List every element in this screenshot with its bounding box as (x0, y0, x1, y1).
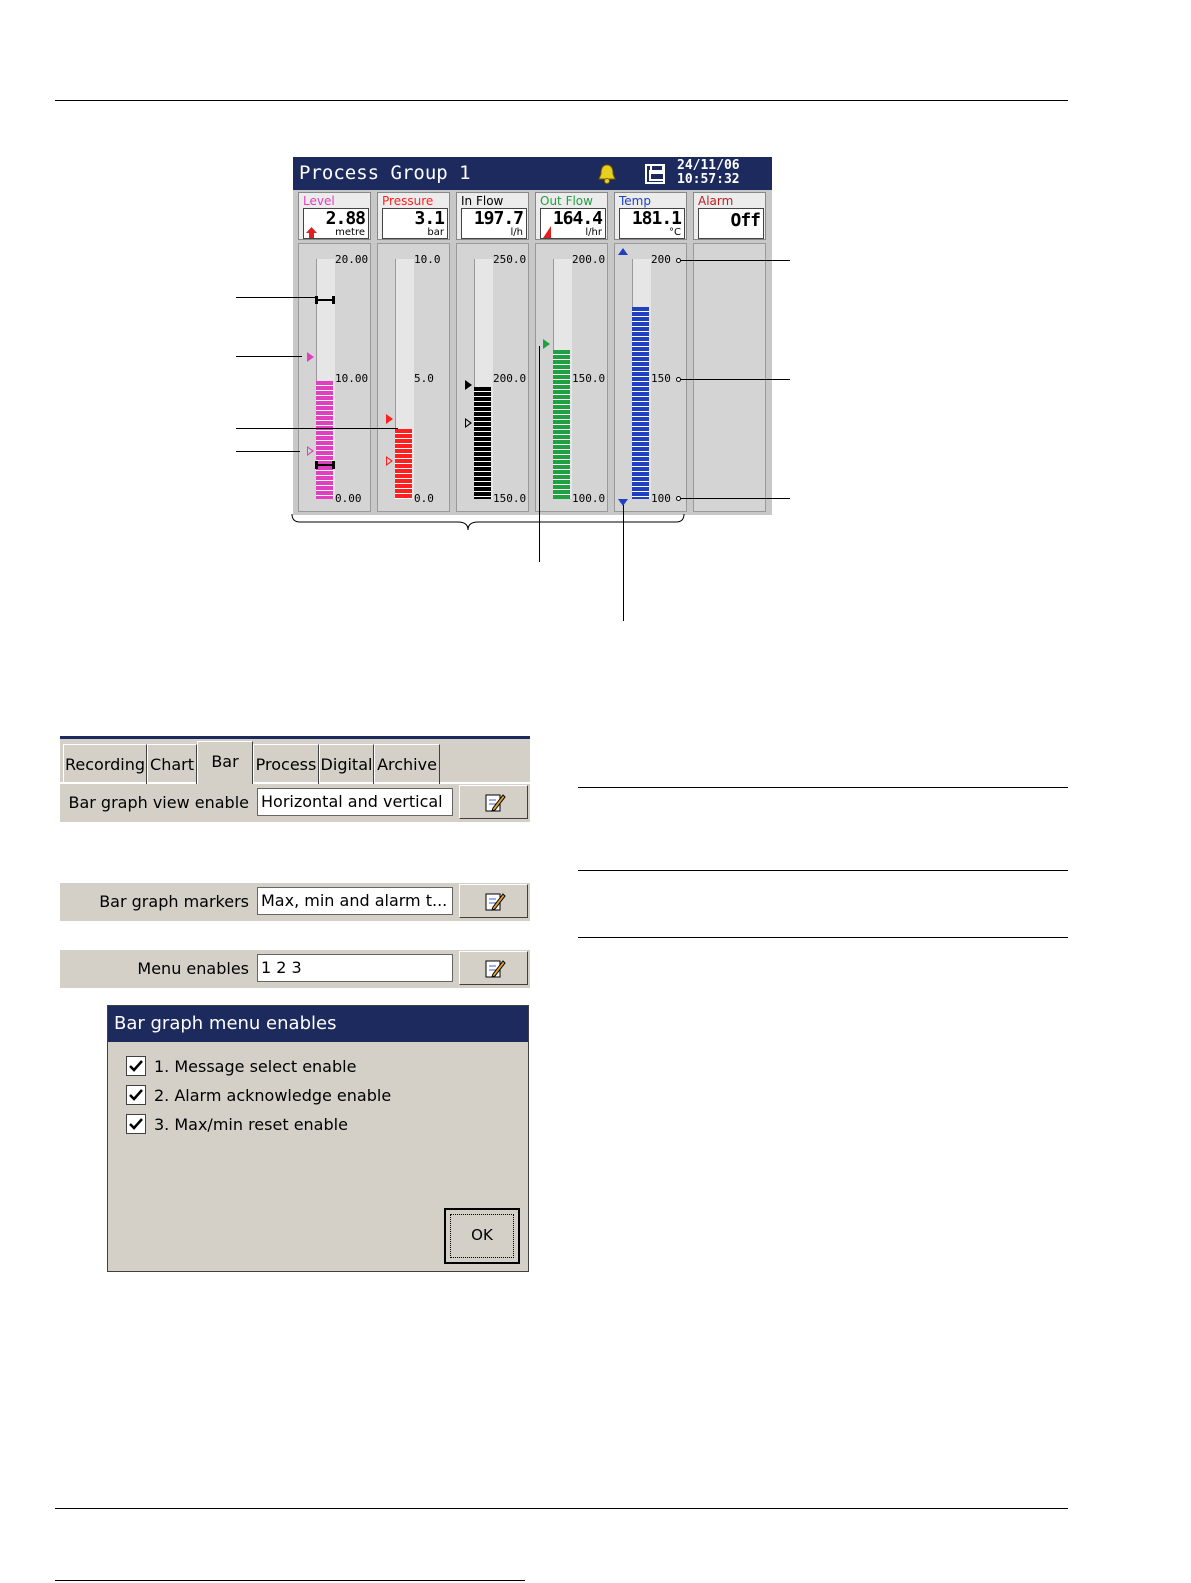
bar-fill (395, 429, 412, 499)
text-rule-2 (578, 870, 1068, 871)
message-select-checkbox[interactable] (126, 1056, 146, 1076)
scale-mid: 150.0 (572, 372, 606, 385)
channel-name: Out Flow (540, 194, 593, 208)
leader-line (681, 498, 790, 499)
alarm-high-marker (386, 414, 393, 424)
text-rule-3 (578, 937, 1068, 938)
bar-graph (535, 243, 608, 512)
tab-chart[interactable]: Chart (147, 744, 197, 784)
tab-process[interactable]: Process (253, 744, 319, 784)
bottom-rule (55, 1508, 1068, 1509)
rate-indicator-icon (543, 226, 551, 238)
tab-archive[interactable]: Archive (374, 744, 440, 784)
scale-mid: 200.0 (493, 372, 527, 385)
bar-fill (553, 350, 570, 499)
min-marker (316, 464, 334, 466)
channel-level[interactable] (296, 192, 373, 512)
bar-graph (298, 243, 371, 512)
leader-line (236, 451, 300, 452)
setting-menu-enables (60, 950, 530, 988)
scale-mid: 10.00 (335, 372, 369, 385)
scale-min: 150.0 (493, 492, 527, 505)
menu-enables-field[interactable]: 1 2 3 (257, 954, 453, 982)
max-marker (316, 299, 334, 301)
alarm-bell-icon[interactable] (596, 163, 618, 185)
alarm-low-marker (386, 456, 393, 466)
check-icon (127, 1057, 145, 1075)
setting-bar-graph-markers (60, 883, 530, 921)
edit-pencil-icon (484, 957, 506, 979)
channel-value: 2.88 (325, 208, 365, 229)
bar-fill (316, 381, 333, 499)
scale-max: 200 (651, 253, 671, 266)
footer-rule (55, 1580, 525, 1581)
channel-name: Level (303, 194, 335, 208)
checkbox-label: 3. Max/min reset enable (154, 1115, 348, 1134)
channel-alarm[interactable] (691, 192, 768, 512)
bar-fill (474, 387, 491, 499)
process-group-screen (293, 157, 772, 515)
alarm-high-marker (465, 380, 472, 390)
alarm-low-marker (465, 418, 472, 428)
scale-max: 200.0 (572, 253, 606, 266)
channel-unit: l/hr (585, 227, 602, 238)
screen-title-bar (293, 157, 772, 190)
leader-line (681, 379, 790, 380)
scale-max: 20.00 (335, 253, 369, 266)
scale-min: 100 (651, 492, 671, 505)
setting-label: Bar graph view enable (68, 793, 249, 812)
tab-recording[interactable]: Recording (63, 744, 147, 784)
setting-bar-graph-view (60, 784, 530, 822)
leader-line (681, 260, 790, 261)
screen-title: Process Group 1 (299, 162, 471, 184)
check-icon (127, 1086, 145, 1104)
bar-graph (377, 243, 450, 512)
scale-max: 250.0 (493, 253, 527, 266)
channel-pressure[interactable] (375, 192, 452, 512)
save-disk-icon (645, 164, 665, 184)
dialog-title: Bar graph menu enables (108, 1006, 528, 1042)
leader-line (236, 428, 398, 429)
channel-name: Alarm (698, 194, 734, 208)
edit-pencil-icon (484, 791, 506, 813)
channel-out-flow[interactable] (533, 192, 610, 512)
ok-button[interactable]: OK (444, 1208, 520, 1264)
max-value-marker-icon (618, 248, 628, 255)
bar-graph (456, 243, 529, 512)
bar-graph-view-field[interactable]: Horizontal and vertical (257, 788, 453, 816)
edit-pencil-icon (484, 890, 506, 912)
check-icon (127, 1115, 145, 1133)
channel-unit: bar (427, 227, 444, 238)
channel-value: 3.1 (414, 208, 444, 229)
bar-graph-markers-field[interactable]: Max, min and alarm t... (257, 887, 453, 915)
edit-button[interactable] (459, 785, 528, 819)
checkbox-label: 2. Alarm acknowledge enable (154, 1086, 392, 1105)
scale-min: 0.00 (335, 492, 362, 505)
channel-name: In Flow (461, 194, 504, 208)
channel-value: 197.7 (473, 208, 523, 229)
arrow-up-icon (306, 227, 317, 238)
scale-min: 100.0 (572, 492, 606, 505)
scale-min: 0.0 (414, 492, 434, 505)
menu-enables-dialog (107, 1005, 529, 1272)
bracket-icon (290, 514, 686, 536)
channel-temp[interactable] (612, 192, 689, 512)
checkbox-label: 1. Message select enable (154, 1057, 357, 1076)
channel-unit: °C (669, 227, 681, 238)
edit-button[interactable] (459, 951, 528, 985)
scale-mid: 150 (651, 372, 671, 385)
screen-date: 24/11/06 (677, 158, 740, 173)
channel-name: Temp (619, 194, 651, 208)
leader-line (236, 297, 315, 298)
top-rule (55, 100, 1068, 101)
text-rule-1 (578, 787, 1068, 788)
alarm-acknowledge-checkbox[interactable] (126, 1085, 146, 1105)
channel-value: 164.4 (552, 208, 602, 229)
channel-value: 181.1 (631, 208, 681, 229)
scale-mid: 5.0 (414, 372, 434, 385)
tab-digital[interactable]: Digital (319, 744, 374, 784)
leader-line (236, 356, 302, 357)
edit-button[interactable] (459, 884, 528, 918)
empty-bar-graph (693, 243, 766, 512)
screen-time: 10:57:32 (677, 172, 740, 187)
tab-bar[interactable]: Bar (197, 741, 253, 785)
channel-value: Off (730, 210, 760, 231)
channel-in-flow[interactable] (454, 192, 531, 512)
max-min-reset-checkbox[interactable] (126, 1114, 146, 1134)
channel-name: Pressure (382, 194, 434, 208)
channel-unit: metre (335, 227, 365, 238)
channel-unit: l/h (510, 227, 523, 238)
bar-fill (632, 307, 649, 499)
setting-label: Menu enables (137, 959, 249, 978)
alarm-high-marker (543, 339, 550, 349)
setting-label: Bar graph markers (99, 892, 249, 911)
alarm-low-marker (307, 446, 314, 456)
config-tab-strip (60, 736, 530, 782)
scale-max: 10.0 (414, 253, 441, 266)
alarm-high-marker (307, 352, 314, 362)
